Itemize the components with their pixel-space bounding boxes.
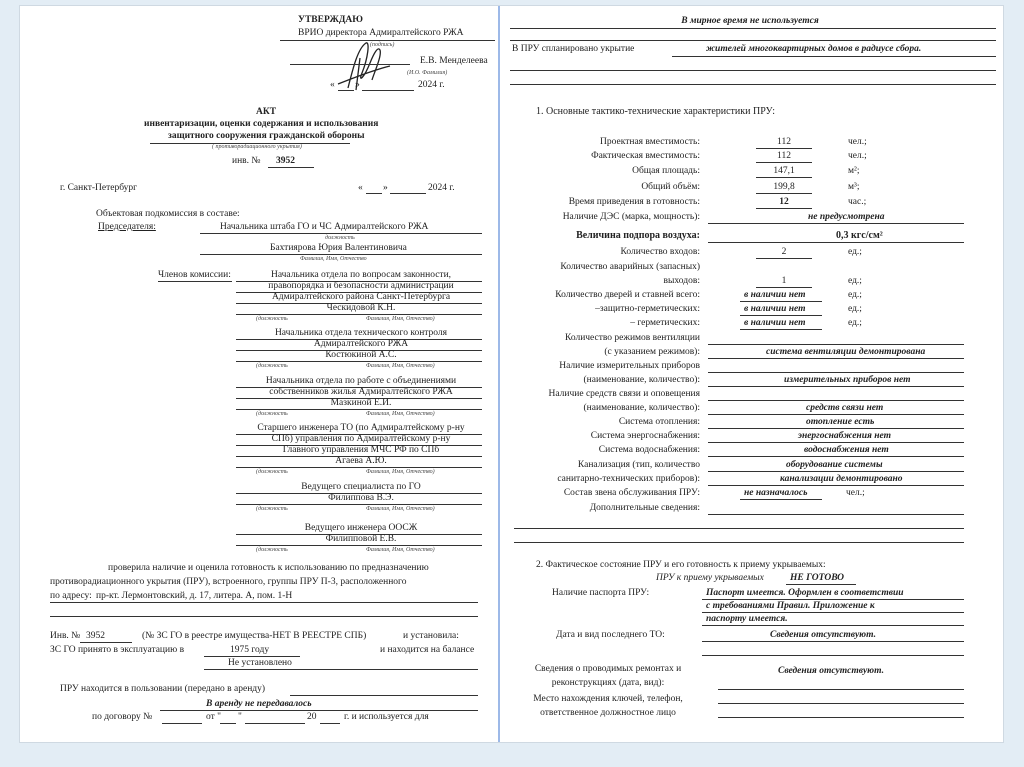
char-value: 12: [779, 197, 789, 207]
approve-date-close: »: [355, 80, 360, 90]
repairs-value: Сведения отсутствуют.: [778, 666, 884, 676]
char-label: Количество входов:: [620, 247, 700, 257]
char-label: Состав звена обслуживания ПРУ:: [563, 488, 700, 498]
char-label: – герметических:: [630, 318, 700, 328]
usage-label: ПРУ находится в пользовании (передано в аренду): [60, 684, 266, 694]
char-label: Канализация (тип, количество: [577, 460, 700, 470]
approve-date-open: «: [330, 80, 335, 90]
checked-line-2: противорадиационного укрытия (ПРУ), встроенного, группы ПРУ П-3, расположенного: [50, 577, 407, 587]
char-value: 147,1: [773, 166, 795, 176]
ready-value: НЕ ГОТОВО: [790, 573, 844, 583]
char-label: Фактическая вместимость:: [591, 151, 700, 161]
contract-quote: ": [238, 712, 242, 722]
act-caption: ( противорадиационного укрытия): [212, 144, 302, 150]
char-label: Общая площадь:: [632, 166, 700, 176]
established: и установила:: [403, 631, 459, 641]
char-unit: м²;: [848, 166, 860, 176]
char-label: Наличие ДЭС (марка, мощность):: [562, 212, 700, 222]
act-subtitle-1: инвентаризации, оценки содержания и использования: [144, 119, 379, 129]
section-2-heading: 2. Фактическое состояние ПРУ и его готовность к приему укрываемых:: [536, 560, 826, 570]
char-value: отопление есть: [806, 417, 875, 427]
char-label: Количество аварийных (запасных): [560, 262, 700, 272]
passport-value-2: с требованиями Правил. Приложение к: [706, 601, 875, 611]
char-label: (наименование, количество):: [583, 375, 700, 385]
chair-name-caption: Фамилия, Имя, Отчество: [300, 256, 367, 262]
approve-year: 2024 г.: [418, 80, 445, 90]
char-value: 199,8: [773, 182, 795, 192]
inv2-label: Инв. №: [50, 631, 81, 641]
approve-title: УТВЕРЖДАЮ: [298, 15, 363, 25]
sign-caption: (подпись): [370, 42, 395, 48]
char-unit: м³;: [848, 182, 860, 192]
char-label: Система отопления:: [618, 417, 700, 427]
keys-label-1: Место нахождения ключей, телефон,: [533, 694, 683, 704]
chair-name: Бахтиярова Юрия Валентиновича: [270, 243, 407, 253]
repairs-label-1: Сведения о проводимых ремонтах и: [534, 664, 682, 674]
char-value: в наличии нет: [744, 304, 806, 314]
page-separator: [498, 6, 500, 742]
place-year: 2024 г.: [428, 183, 455, 193]
act-title: АКТ: [256, 107, 277, 117]
char-unit: час.;: [848, 197, 867, 207]
inv2-number: 3952: [86, 631, 105, 641]
char-value: измерительных приборов нет: [784, 375, 911, 385]
address: пр-кт. Лермонтовский, д. 17, литера. А, пом. 1-Н: [96, 591, 293, 601]
plan-label: В ПРУ спланировано укрытие: [512, 44, 635, 54]
char-value: не предусмотрена: [808, 212, 885, 222]
char-label: Дополнительные сведения:: [589, 503, 700, 513]
keys-label-2: ответственное должностное лицо: [540, 708, 676, 718]
passport-value-1: Паспорт имеется. Оформлен в соответствии: [706, 588, 904, 598]
char-value: канализации демонтировано: [780, 474, 903, 484]
char-label: Количество дверей и ставней всего:: [555, 290, 700, 300]
char-label: выходов:: [663, 276, 700, 286]
approver-name: Е.В. Менделеева: [420, 56, 488, 66]
address-label: по адресу:: [50, 591, 92, 601]
inspection-value: Сведения отсутствуют.: [770, 630, 876, 640]
char-unit: ед.;: [848, 247, 862, 257]
checked-line-1: проверила наличие и оценила готовность к использованию по предназначению: [108, 563, 429, 573]
char-value: не назначалось: [744, 488, 808, 498]
approver-name-caption: (И.О. Фамилия): [407, 70, 448, 76]
usage-value: В аренду не передавалось: [206, 699, 312, 709]
ready-label: ПРУ к приему укрываемых: [656, 573, 764, 583]
char-value: 1: [781, 276, 787, 286]
place: г. Санкт-Петербург: [60, 183, 138, 193]
plan-value: жителей многоквартирных домов в радиусе сбора.: [706, 44, 922, 54]
char-unit: ед.;: [848, 276, 862, 286]
balance: и находится на балансе: [380, 645, 475, 655]
accepted-year: 1975 году: [230, 645, 270, 655]
char-value: 112: [777, 137, 791, 147]
char-label: Система водоснабжения:: [598, 445, 700, 455]
approve-position: ВРИО директора Адмиралтейского РЖА: [298, 28, 464, 38]
inv-label: инв. №: [232, 156, 261, 166]
members-label: Членов комиссии:: [158, 270, 231, 280]
char-unit: ед.;: [848, 318, 862, 328]
inv-number: 3952: [276, 156, 295, 166]
repairs-label-2: реконструкциях (дата, вид):: [551, 678, 665, 688]
section-1-heading: 1. Основные тактико-технические характеристики ПРУ:: [536, 106, 775, 117]
char-label: Проектная вместимость:: [600, 137, 700, 147]
chair-position: Начальника штаба ГО и ЧС Адмиралтейского РЖА: [220, 222, 429, 232]
contract-from: от ": [206, 712, 222, 722]
peacetime-note: В мирное время не используется: [681, 16, 819, 26]
registry-note: (№ ЗС ГО в реестре имущества-НЕТ В РЕЕСТРЕ СПБ): [142, 631, 367, 641]
char-value: в наличии нет: [744, 290, 806, 300]
char-value: 2: [781, 247, 787, 257]
inspection-label: Дата и вид последнего ТО:: [556, 630, 665, 640]
char-value: 112: [777, 151, 791, 161]
char-value: энергоснабжения нет: [798, 431, 892, 441]
char-unit: ед.;: [848, 304, 862, 314]
char-label: Время приведения в готовность:: [568, 197, 700, 207]
not-set: Не установлено: [228, 658, 292, 668]
commission: Объектовая подкомиссия в составе:: [96, 209, 240, 219]
char-value: система вентиляции демонтирована: [766, 347, 926, 357]
accepted-label: ЗС ГО принято в эксплуатацию в: [50, 645, 185, 655]
place-date-close: »: [383, 183, 388, 193]
char-label: Величина подпора воздуха:: [576, 230, 700, 241]
char-value: в наличии нет: [744, 318, 806, 328]
char-label: Наличие измерительных приборов: [559, 361, 700, 371]
contract-year: 20: [307, 712, 317, 722]
char-label: –защитно-герметических:: [595, 304, 700, 314]
passport-label: Наличие паспорта ПРУ:: [552, 588, 650, 598]
char-value: средств связи нет: [806, 403, 884, 413]
char-unit: ед.;: [848, 290, 862, 300]
char-unit: чел.;: [848, 137, 867, 147]
char-label: Общий объём:: [641, 182, 700, 192]
char-value: 0,3 кгс/см²: [836, 230, 883, 241]
char-label: (с указанием режимов):: [604, 347, 700, 357]
char-label: Наличие средств связи и оповещения: [548, 389, 700, 399]
char-value: водоснабжения нет: [804, 445, 889, 455]
char-label: Количество режимов вентиляции: [564, 333, 700, 343]
passport-value-3: паспорту имеется.: [706, 614, 788, 624]
char-value: оборудование системы: [786, 460, 883, 470]
char-label: (наименование, количество):: [583, 403, 700, 413]
contract-post: г. и используется для: [344, 712, 429, 722]
contract-pre: по договору №: [92, 712, 153, 722]
char-label: Система энергоснабжения:: [590, 431, 700, 441]
chair-label: Председателя:: [98, 222, 156, 232]
place-date-open: «: [358, 183, 363, 193]
char-label: санитарно-технических приборов):: [557, 474, 700, 484]
act-subtitle-2: защитного сооружения гражданской обороны: [168, 131, 365, 141]
char-unit: чел.;: [846, 488, 865, 498]
chair-position-caption: должность: [325, 235, 355, 241]
char-unit: чел.;: [848, 151, 867, 161]
